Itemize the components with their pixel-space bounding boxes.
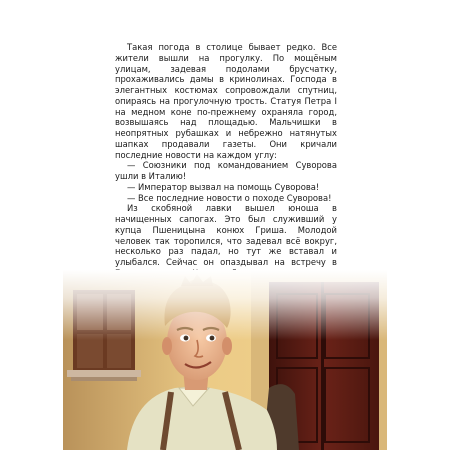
top-fade-overlay xyxy=(63,270,387,340)
dialogue-line-1: — Союзники под командованием Суворова ушли в Италию! xyxy=(115,160,337,181)
paragraph-2: Из скобяной лавки вышел юноша в начищенных сапогах. Это был служивший у купца Пшеницына конюх Гриша. Молодой человек так торопился, что задевал всё вокруг, несколько раз падал, но тут же вставал и улыбался. Сейчас он опаздывал на встречу в xyxy=(115,203,337,267)
story-illustration xyxy=(63,270,387,450)
dialogue-line-3: — Все последние новости о походе Суворова! xyxy=(127,192,332,203)
paragraph-1: Такая погода в столице бывает редко. Все жители вышли на прогулку. По мощёным улицам, задевая подолами брусчатку, прохаживались дамы в кринолинах. Господа в элегантных костюмах сопровождали спутниц, опираясь на прогулочную трость. Статуя Петра I на медном коне по-прежнему охраняла город, возвышаясь над площадью. Мальчишки в неопрятных рубашках и небрежно натянутых шапках продавали газеты. Они кричали последние новости на каждом углу: xyxy=(115,42,337,160)
dialogue-line-2: — Император вызвал на помощь Суворова! xyxy=(127,181,320,192)
story-text xyxy=(115,42,337,289)
